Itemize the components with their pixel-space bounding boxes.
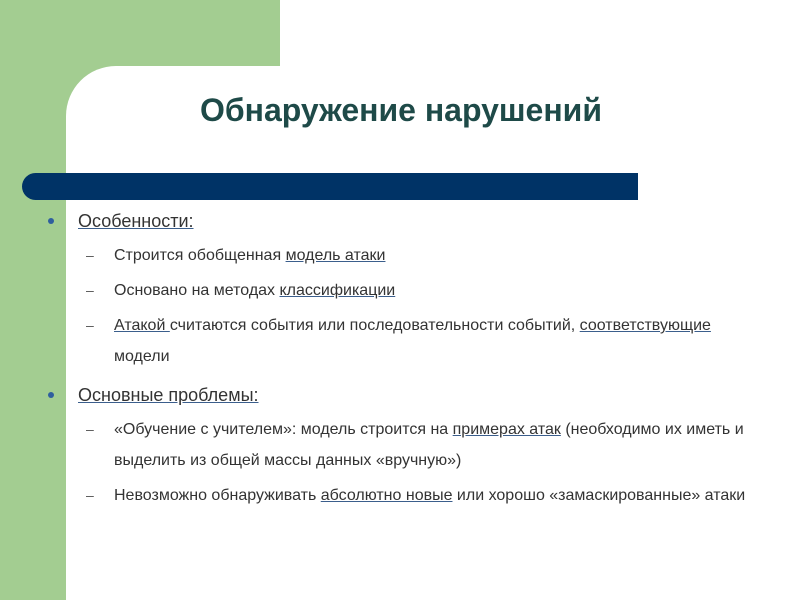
- text-segment: Строится обобщенная: [114, 247, 286, 264]
- features-sublist: [48, 240, 768, 372]
- slide-title: Обнаружение нарушений: [199, 92, 603, 128]
- sub-item-features-2: [48, 275, 768, 306]
- text-segment: «Обучение с учителем»: модель строится на: [114, 421, 453, 438]
- sub-item-problems-1: [48, 414, 768, 476]
- bullet-dot-icon: [48, 392, 54, 398]
- link-classification[interactable]: классификации: [279, 282, 396, 299]
- link-corresponding[interactable]: соответствующие: [579, 317, 711, 334]
- link-absolutely-new[interactable]: абсолютно новые: [320, 487, 453, 504]
- link-attack-examples[interactable]: примерах атак: [452, 421, 561, 438]
- bullet-problems: [48, 380, 768, 410]
- text-segment: (необходимо их иметь и выделить из общей массы данных «вручную»): [114, 421, 744, 469]
- dash-icon: –: [86, 282, 94, 298]
- dash-icon: –: [86, 247, 94, 263]
- text-segment: Невозможно обнаруживать: [114, 487, 321, 504]
- problems-sublist: [48, 414, 768, 511]
- bullet-label-features[interactable]: Особенности:: [78, 211, 194, 231]
- slide-content: [48, 206, 768, 511]
- bullet-dot-icon: [48, 218, 54, 224]
- link-attack-model[interactable]: модель атаки: [285, 247, 386, 264]
- dash-icon: –: [86, 317, 94, 333]
- sub-item-features-3: [48, 310, 768, 372]
- text-segment: или хорошо «замаскированные» атаки: [452, 487, 746, 504]
- title-underline-bar: [22, 173, 638, 200]
- bullet-features: [48, 206, 768, 236]
- text-segment: Основано на методах: [114, 282, 280, 299]
- dash-icon: –: [86, 487, 94, 503]
- text-segment: модели: [114, 348, 170, 365]
- sub-item-problems-2: [48, 480, 768, 511]
- dash-icon: –: [86, 421, 94, 437]
- link-attack[interactable]: Атакой: [114, 317, 170, 334]
- sub-item-features-1: [48, 240, 768, 271]
- bullet-label-problems[interactable]: Основные проблемы:: [78, 385, 259, 405]
- text-segment: считаются события или последовательности событий,: [169, 317, 580, 334]
